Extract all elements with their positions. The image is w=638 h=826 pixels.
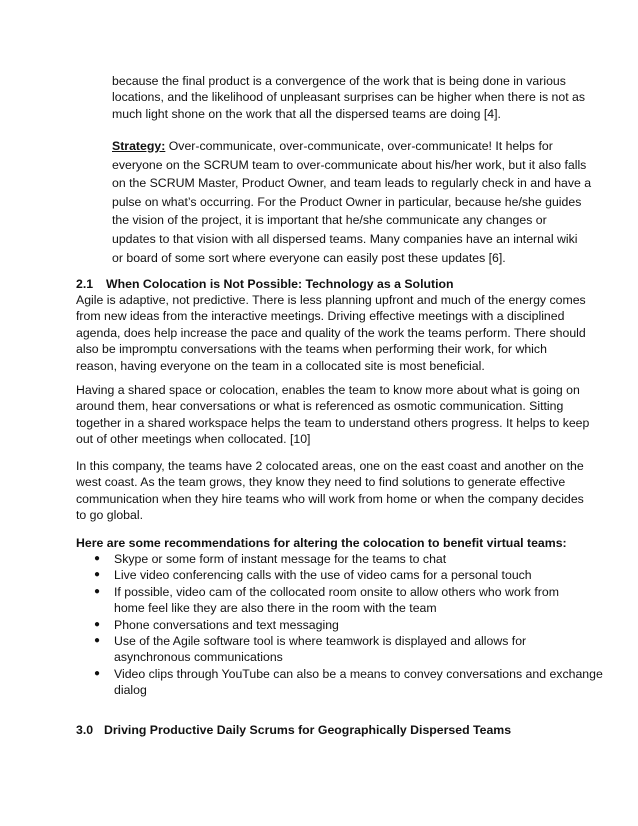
section-2-1-heading	[76, 276, 568, 292]
section-3-0-heading	[76, 722, 568, 738]
intro-line: locations, and the likelihood of unpleasant surprises can be higher when there is not as	[112, 90, 586, 105]
paragraph-line: also be impromptu conversations with the teams when performing their work, for which	[76, 342, 547, 357]
paragraph-line: reason, having everyone on the team in a collocated site is most beneficial.	[76, 358, 485, 373]
recommendations-list-container	[76, 551, 603, 699]
list-item-text: asynchronous communications	[114, 650, 283, 665]
paragraph-line: In this company, the teams have 2 colocated areas, one on the east coast and another on the	[76, 459, 584, 473]
list-item-text: Use of the Agile software tool is where teamwork is displayed and allows for	[114, 634, 527, 649]
bullet-icon: ●	[94, 553, 101, 564]
strategy-line: everyone on the SCRUM team to over-communicate about his/her work, but it also falls	[112, 157, 587, 172]
section-2-1-paragraph-3	[76, 458, 584, 524]
paragraph-line: to go global.	[76, 508, 144, 523]
strategy-line: on the SCRUM Master, Product Owner, and team leads to regularly check in and have a	[112, 176, 592, 191]
list-item-text: Video clips through YouTube can also be a means to convey conversations and exchange	[114, 666, 603, 681]
list-item-text: Live video conferencing calls with the use of video cams for a personal touch	[114, 568, 532, 583]
paragraph-line: from new ideas from the interactive meetings. Driving effective meetings with a disciplined	[76, 309, 565, 324]
bullet-icon: ●	[94, 667, 101, 679]
paragraph-line: together in a shared workspace helps the team to understand others progress. It helps to keep	[76, 415, 590, 430]
intro-paragraph	[112, 73, 586, 122]
intro-line: because the final product is a convergence of the work that is being done in various	[112, 74, 566, 88]
paragraph-line: Having a shared space or colocation, enables the team to know more about what is going on	[76, 383, 580, 397]
strategy-first-line	[112, 137, 564, 156]
strategy-line: pulse on what’s occurring. For the Product Owner in particular, because he/she guides	[112, 194, 582, 209]
bullet-icon: ●	[94, 618, 101, 630]
section-2-1-paragraph-2	[76, 382, 590, 448]
section-title: When Colocation is Not Possible: Technology as a Solution	[106, 277, 454, 291]
recommendations-heading: Here are some recommendations for altering the colocation to benefit virtual teams:	[76, 536, 567, 550]
list-item-text: home feel like they are also there in the room with the team	[114, 601, 437, 616]
strategy-label: Strategy:	[112, 139, 166, 153]
bullet-icon: ●	[94, 569, 101, 581]
list-item	[76, 567, 568, 583]
list-item-text: Skype or some form of instant message for the teams to chat	[114, 552, 447, 566]
paragraph-line: Agile is adaptive, not predictive. There is less planning upfront and much of the energy comes	[76, 293, 586, 307]
list-item	[76, 617, 568, 633]
paragraph-line: communication when they hire teams who will work from home or when the company decides	[76, 491, 584, 506]
strategy-line: the vision of the project, it is important that he/she communicate any changes or	[112, 213, 547, 228]
intro-line: much light shone on the work that all the dispersed teams are doing [4].	[112, 106, 501, 121]
list-item	[76, 584, 568, 617]
strategy-line: or board of some sort where everyone can easily post these updates [6].	[112, 250, 506, 265]
list-item-text: If possible, video cam of the collocated room onsite to allow others who work from	[114, 584, 559, 599]
paragraph-line: around them, hear conversations or what is referenced as osmotic communication. Sitting	[76, 399, 564, 414]
paragraph-line: agenda, does help increase the pace and quality of the work the teams perform. There should	[76, 325, 586, 340]
strategy-paragraph	[112, 137, 592, 267]
recommendations-list	[76, 551, 603, 699]
list-item	[76, 666, 603, 699]
strategy-line: updates to that vision with all dispersed teams. Many companies have an internal wiki	[112, 231, 578, 246]
section-2-1-paragraph-1	[76, 292, 586, 374]
list-item-text: dialog	[114, 683, 147, 698]
bullet-icon: ●	[94, 585, 101, 597]
list-item	[76, 551, 568, 567]
list-item	[76, 633, 568, 666]
section-number: 2.1	[76, 277, 94, 291]
paragraph-line: west coast. As the team grows, they know they need to find solutions to generate effective	[76, 475, 566, 490]
strategy-first-line-text: Over-communicate, over-communicate, over-communicate! It helps for	[165, 139, 553, 153]
section-number: 3.0	[76, 723, 94, 737]
section-title: Driving Productive Daily Scrums for Geographically Dispersed Teams	[104, 723, 512, 737]
bullet-icon: ●	[94, 635, 101, 647]
paragraph-line: out of other meetings when collocated. [10]	[76, 432, 311, 447]
list-item-text: Phone conversations and text messaging	[114, 617, 339, 632]
